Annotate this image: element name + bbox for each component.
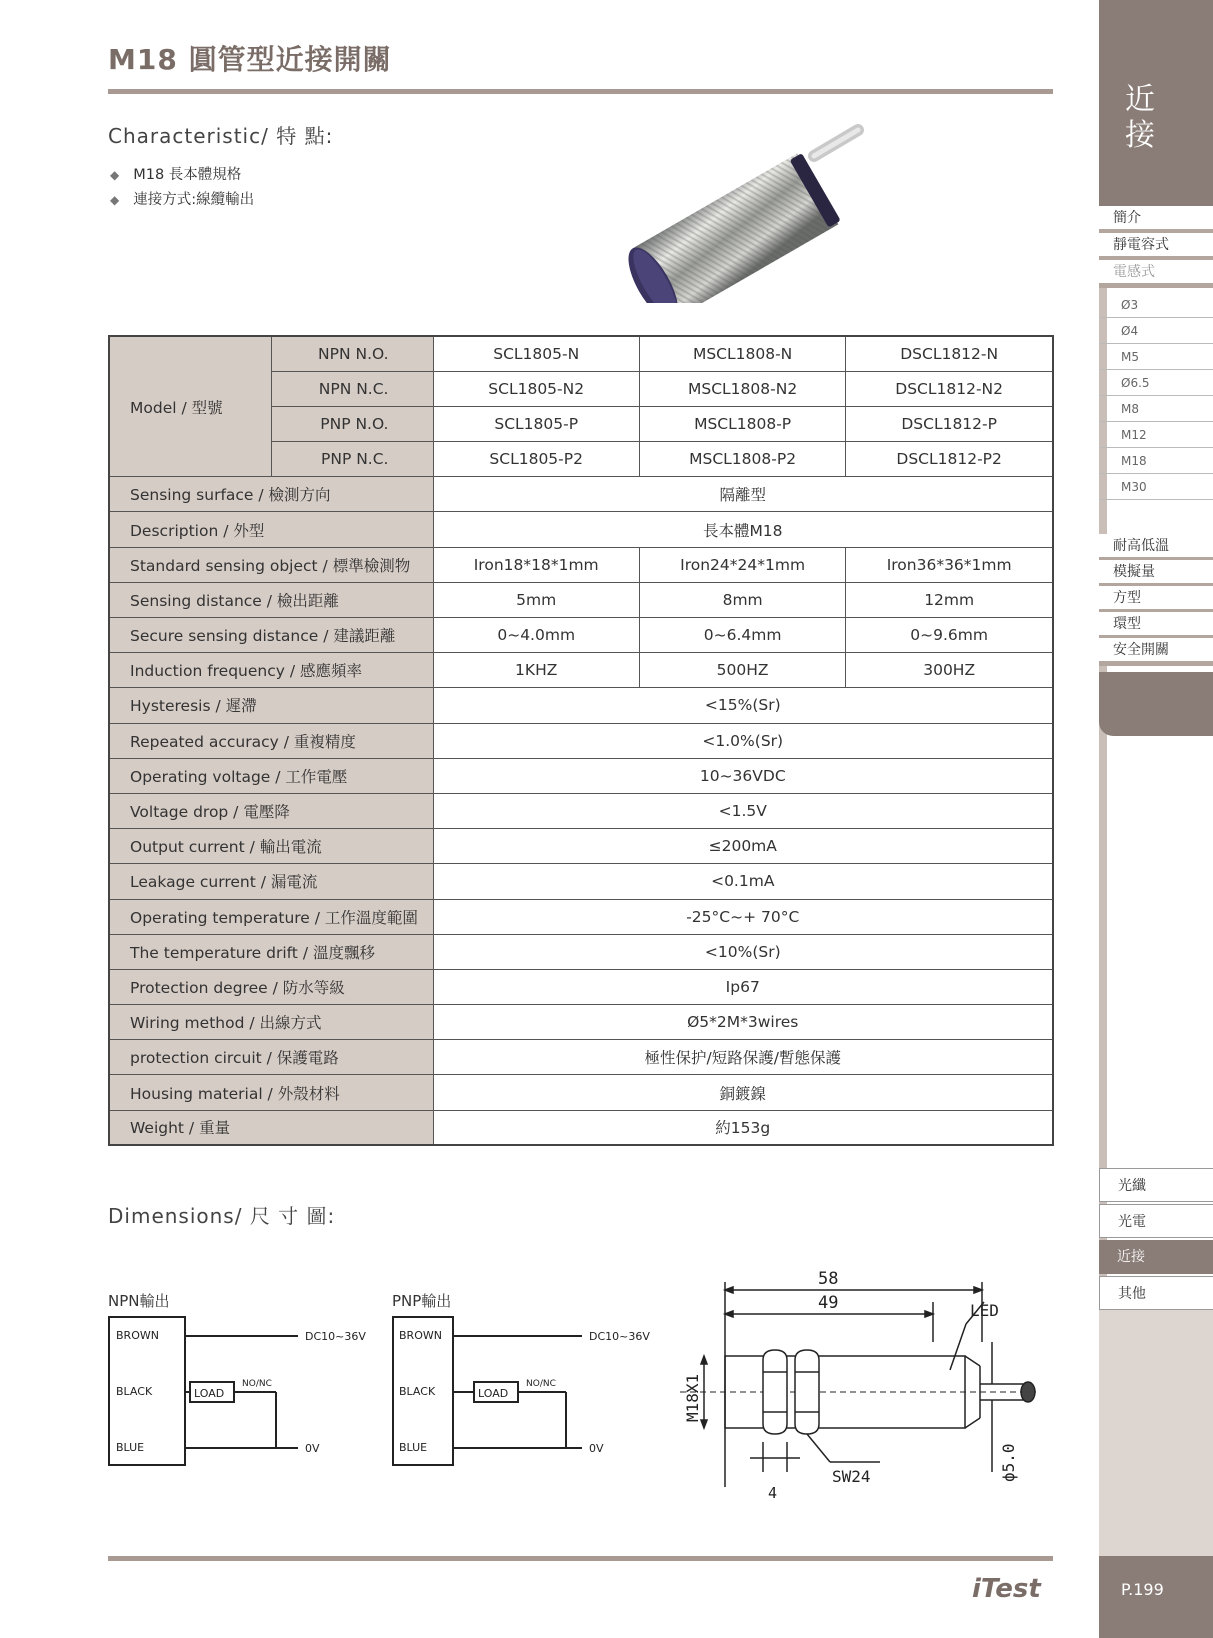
model-type: NPN N.O. <box>271 336 433 371</box>
dimension-drawing <box>680 1262 1060 1502</box>
table-row <box>109 793 1053 828</box>
npn-black: BLACK <box>116 1385 153 1398</box>
pnp-blue: BLUE <box>399 1441 428 1454</box>
row-label: Standard sensing object / 標準檢測物 <box>109 547 433 582</box>
table-row <box>109 829 1053 864</box>
model-type: PNP N.O. <box>271 406 433 441</box>
pnp-black: BLACK <box>399 1385 436 1398</box>
sidebar-bottom-item[interactable]: 近接 <box>1099 1240 1213 1274</box>
npn-dc: DC10~36V <box>305 1330 366 1343</box>
table-cell: DSCL1812-N2 <box>846 371 1053 406</box>
table-cell: <0.1mA <box>433 864 1053 899</box>
row-label: Sensing distance / 檢出距離 <box>109 582 433 617</box>
sidebar-item[interactable]: 環型 <box>1099 612 1213 640</box>
table-cell: 0~9.6mm <box>846 618 1053 653</box>
sidebar-item[interactable]: 模擬量 <box>1099 560 1213 588</box>
page-title: M18 圓管型近接開關 <box>108 43 392 76</box>
table-cell: 5mm <box>433 582 639 617</box>
table-row <box>109 547 1053 582</box>
sidebar-subitem[interactable]: Ø4 <box>1099 318 1213 344</box>
sidebar-item[interactable]: 簡介 <box>1099 206 1213 234</box>
table-cell: DSCL1812-N <box>846 336 1053 371</box>
characteristic-heading: Characteristic/ 特 點: <box>108 124 334 148</box>
table-row <box>109 688 1053 723</box>
row-label: Induction frequency / 感應頻率 <box>109 653 433 688</box>
sidebar-category-block <box>1099 0 1213 210</box>
table-cell: 隔離型 <box>433 477 1053 512</box>
table-row <box>109 582 1053 617</box>
row-label: The temperature drift / 溫度飄移 <box>109 934 433 969</box>
table-cell: 8mm <box>639 582 845 617</box>
table-cell: SCL1805-P2 <box>433 442 639 477</box>
npn-brown: BROWN <box>116 1329 159 1342</box>
pnp-brown: BROWN <box>399 1329 442 1342</box>
table-cell: DSCL1812-P2 <box>846 442 1053 477</box>
table-row <box>109 969 1053 1004</box>
row-label: Wiring method / 出線方式 <box>109 1005 433 1040</box>
npn-wiring-diagram <box>108 1316 378 1466</box>
page-number: P.199 <box>1099 1556 1213 1638</box>
npn-title: NPN輸出 <box>108 1292 170 1310</box>
table-cell: 500HZ <box>639 653 845 688</box>
table-cell: DSCL1812-P <box>846 406 1053 441</box>
pnp-zero: 0V <box>589 1442 604 1455</box>
sidebar-item[interactable]: 方型 <box>1099 586 1213 614</box>
table-cell: ≤200mA <box>433 829 1053 864</box>
sensor-photo <box>618 118 898 303</box>
table-cell: Ø5*2M*3wires <box>433 1005 1053 1040</box>
sidebar-bottom-item[interactable]: 其他 <box>1099 1276 1213 1310</box>
pnp-load: LOAD <box>478 1387 509 1400</box>
sidebar-subitem[interactable]: M30 <box>1099 474 1213 500</box>
brand-logo: iTest <box>972 1574 1041 1604</box>
model-type: PNP N.C. <box>271 442 433 477</box>
sw-label: SW24 <box>832 1467 871 1486</box>
sidebar-mid-block <box>1099 672 1213 736</box>
table-row <box>109 477 1053 512</box>
row-label: Repeated accuracy / 重複精度 <box>109 723 433 758</box>
thread-label: M18X1 <box>683 1373 702 1422</box>
table-cell: 銅鍍鎳 <box>433 1075 1053 1110</box>
pnp-wiring-diagram <box>392 1316 662 1466</box>
table-row <box>109 864 1053 899</box>
table-cell: 1KHZ <box>433 653 639 688</box>
dim-49: 49 <box>818 1293 839 1313</box>
row-label: Secure sensing distance / 建議距離 <box>109 618 433 653</box>
table-cell: 0~4.0mm <box>433 618 639 653</box>
dim-4: 4 <box>768 1484 778 1502</box>
table-cell: MSCL1808-N <box>639 336 845 371</box>
row-label: Description / 外型 <box>109 512 433 547</box>
table-row <box>109 1040 1053 1075</box>
dim-58: 58 <box>818 1269 839 1289</box>
sidebar-item[interactable]: 耐高低溫 <box>1099 534 1213 562</box>
table-row <box>109 758 1053 793</box>
row-label: Voltage drop / 電壓降 <box>109 793 433 828</box>
row-label: Housing material / 外殼材料 <box>109 1075 433 1110</box>
pnp-nonc: NO/NC <box>526 1379 556 1389</box>
sidebar-item[interactable]: 電感式 <box>1099 260 1213 288</box>
row-label: Operating temperature / 工作溫度範圍 <box>109 899 433 934</box>
row-label: Output current / 輸出電流 <box>109 829 433 864</box>
table-cell: MSCL1808-P <box>639 406 845 441</box>
table-cell: Iron24*24*1mm <box>639 547 845 582</box>
sidebar-bottom-item[interactable]: 光電 <box>1099 1204 1213 1238</box>
row-label: Protection degree / 防水等級 <box>109 969 433 1004</box>
table-cell: <10%(Sr) <box>433 934 1053 969</box>
sidebar-subitem[interactable]: M12 <box>1099 422 1213 448</box>
table-cell: Iron18*18*1mm <box>433 547 639 582</box>
sidebar-item[interactable]: 靜電容式 <box>1099 233 1213 261</box>
table-row <box>109 618 1053 653</box>
table-cell: MSCL1808-N2 <box>639 371 845 406</box>
bullet-item: ◆ 連接方式:線纜輸出 <box>110 192 255 208</box>
table-cell: -25°C~+ 70°C <box>433 899 1053 934</box>
diamond-icon: ◆ <box>110 168 120 182</box>
model-label: Model / 型號 <box>109 336 271 477</box>
phi-label: ϕ5.0 <box>999 1443 1018 1482</box>
table-row <box>109 653 1053 688</box>
table-row <box>109 723 1053 758</box>
table-cell: 12mm <box>846 582 1053 617</box>
spec-table <box>108 335 1054 1146</box>
table-cell: Ip67 <box>433 969 1053 1004</box>
sidebar-subitem[interactable]: Ø3 <box>1099 292 1213 318</box>
table-cell: SCL1805-N <box>433 336 639 371</box>
sidebar-subitem[interactable]: M5 <box>1099 344 1213 370</box>
npn-blue: BLUE <box>116 1441 145 1454</box>
diamond-icon: ◆ <box>110 193 120 207</box>
table-cell: <1.5V <box>433 793 1053 828</box>
table-cell: MSCL1808-P2 <box>639 442 845 477</box>
row-label: Leakage current / 漏電流 <box>109 864 433 899</box>
row-label: protection circuit / 保護電路 <box>109 1040 433 1075</box>
led-label: LED <box>970 1301 999 1320</box>
npn-load: LOAD <box>194 1387 225 1400</box>
table-cell: Iron36*36*1mm <box>846 547 1053 582</box>
row-label: Hysteresis / 遲滯 <box>109 688 433 723</box>
pnp-title: PNP輸出 <box>392 1292 452 1310</box>
table-row <box>109 336 1053 371</box>
table-row <box>109 899 1053 934</box>
sidebar-bottom-item[interactable]: 光纖 <box>1099 1168 1213 1202</box>
title-rule <box>108 89 1053 94</box>
bottom-rule <box>108 1556 1053 1561</box>
table-cell: SCL1805-P <box>433 406 639 441</box>
table-row <box>109 934 1053 969</box>
table-cell: 長本體M18 <box>433 512 1053 547</box>
sidebar-subitem[interactable]: M18 <box>1099 448 1213 474</box>
row-label: Sensing surface / 檢測方向 <box>109 477 433 512</box>
pnp-dc: DC10~36V <box>589 1330 650 1343</box>
bullet-item: ◆ M18 長本體規格 <box>110 167 242 183</box>
table-cell: 約153g <box>433 1110 1053 1145</box>
sidebar-subitem[interactable]: M8 <box>1099 396 1213 422</box>
table-cell: 0~6.4mm <box>639 618 845 653</box>
table-row <box>109 512 1053 547</box>
table-row <box>109 1110 1053 1145</box>
npn-zero: 0V <box>305 1442 320 1455</box>
sidebar-category: 近 接 <box>1125 82 1155 153</box>
sidebar-subitem[interactable]: Ø6.5 <box>1099 370 1213 396</box>
row-label: Operating voltage / 工作電壓 <box>109 758 433 793</box>
table-row <box>109 1075 1053 1110</box>
table-cell: <1.0%(Sr) <box>433 723 1053 758</box>
table-cell: SCL1805-N2 <box>433 371 639 406</box>
model-type: NPN N.C. <box>271 371 433 406</box>
row-label: Weight / 重量 <box>109 1110 433 1145</box>
dimensions-heading: Dimensions/ 尺 寸 圖: <box>108 1204 336 1228</box>
table-cell: 極性保护/短路保護/暫態保護 <box>433 1040 1053 1075</box>
npn-nonc: NO/NC <box>242 1379 272 1389</box>
table-cell: 10~36VDC <box>433 758 1053 793</box>
sidebar-item[interactable]: 安全開關 <box>1099 638 1213 666</box>
table-row <box>109 1005 1053 1040</box>
table-cell: <15%(Sr) <box>433 688 1053 723</box>
table-cell: 300HZ <box>846 653 1053 688</box>
